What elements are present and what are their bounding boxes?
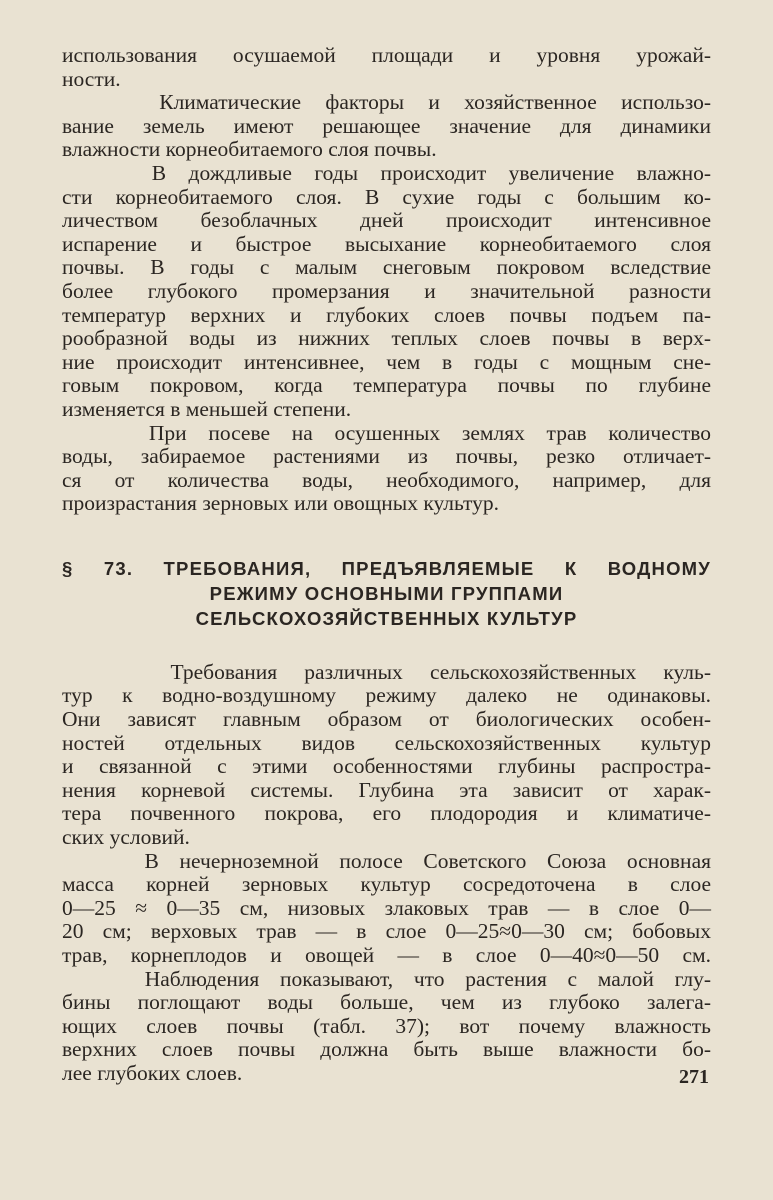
paragraph-climate	[62, 91, 711, 162]
text-line: почвы. В годы с малым снеговым покровом вследствие	[62, 255, 711, 280]
text-line: вание земель имеют решающее значение для динамики	[62, 113, 711, 138]
text-line: нения корневой системы. Глубина эта зависит от харак-	[62, 777, 711, 802]
paragraph-root-depth	[62, 850, 711, 968]
text-line: ности.	[62, 66, 121, 91]
text-line: испарение и быстрое высыхание корнеобитаемого слоя	[62, 231, 711, 256]
text-line: 20 см; верховых трав — в слое 0—25≈0—30 см; бобовых	[62, 919, 711, 944]
text-line: ющих слоев почвы (табл. 37); вот почему влажность	[62, 1013, 711, 1038]
paragraph-requirements	[62, 661, 711, 850]
text-line: верхних слоев почвы должна быть выше влажности бо-	[62, 1037, 711, 1062]
text-line: При посеве на осушенных землях трав количество	[62, 420, 711, 445]
text-line: личеством безоблачных дней происходит интенсивное	[62, 208, 711, 233]
text-line: произрастания зерновых или овощных культур.	[62, 491, 499, 516]
text-line: ся от количества воды, необходимого, например, для	[62, 467, 711, 492]
text-line: изменяется в меньшей степени.	[62, 396, 352, 421]
text-line: В нечерноземной полосе Советского Союза основная	[62, 848, 711, 873]
page-number: 271	[679, 1066, 709, 1088]
text-line: ние происходит интенсивнее, чем в годы с мощным сне-	[62, 349, 711, 374]
heading-line: § 73. ТРЕБОВАНИЯ, ПРЕДЪЯВЛЯЕМЫЕ К ВОДНОМУ	[62, 557, 711, 579]
text-line: воды, забираемое растениями из почвы, резко отличает-	[62, 444, 711, 469]
text-line: Они зависят главным образом от биологических особен-	[62, 707, 711, 732]
text-line: более глубокого промерзания и значительной разности	[62, 278, 711, 303]
paragraph-observations	[62, 968, 711, 1086]
text-line: Требования различных сельскохозяйственных куль-	[62, 659, 711, 684]
paragraph-grass-sowing	[62, 422, 711, 516]
paragraph-rainy-years	[62, 162, 711, 422]
text-line: 0—25 ≈ 0—35 см, низовых злаковых трав — в слое 0—	[62, 895, 711, 920]
text-line: влажности корнеобитаемого слоя почвы.	[62, 137, 437, 162]
paragraph-continuation	[62, 44, 711, 91]
text-line: Наблюдения показывают, что растения с малой глу-	[62, 966, 711, 991]
text-line: тур к водно-воздушному режиму далеко не одинаковы.	[62, 683, 711, 708]
text-line: температур верхних и глубоких слоев почвы подъем па-	[62, 302, 711, 327]
text-line: ских условий.	[62, 825, 190, 850]
text-line: масса корней зерновых культур сосредоточена в слое	[62, 872, 711, 897]
text-line: трав, корнеплодов и овощей — в слое 0—40≈0—50 см.	[62, 943, 711, 967]
text-line: использования осушаемой площади и уровня урожай-	[62, 43, 711, 67]
text-line: Климатические факторы и хозяйственное использо-	[62, 90, 711, 115]
text-line: рообразной воды из нижних теплых слоев почвы в верх-	[62, 326, 711, 351]
text-line: говым покровом, когда температура почвы по глубине	[62, 373, 711, 398]
text-line: сти корнеобитаемого слоя. В сухие годы с большим ко-	[62, 184, 711, 209]
section-heading	[62, 556, 711, 631]
text-line: и связанной с этими особенностями глубины распростра-	[62, 754, 711, 779]
heading-line: СЕЛЬСКОХОЗЯЙСТВЕННЫХ КУЛЬТУР	[195, 607, 578, 629]
text-line: тера почвенного покрова, его плодородия и климатиче-	[62, 801, 711, 826]
text-line: лее глубоких слоев.	[62, 1060, 243, 1085]
text-line: бины поглощают воды больше, чем из глубоко залега-	[62, 990, 711, 1015]
text-line: В дождливые годы происходит увеличение влажно-	[62, 160, 711, 185]
heading-line: РЕЖИМУ ОСНОВНЫМИ ГРУППАМИ	[209, 582, 564, 604]
text-line: ностей отдельных видов сельскохозяйственных культур	[62, 730, 711, 755]
